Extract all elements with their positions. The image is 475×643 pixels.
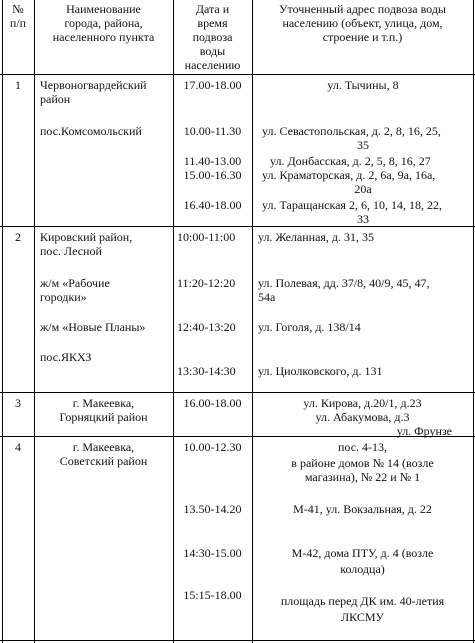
delivery-address: 20а	[354, 182, 372, 196]
table-border-left	[2, 0, 3, 643]
row-number: 1	[15, 78, 21, 92]
row-2-bottom-border	[0, 392, 475, 393]
table-border-right	[473, 0, 474, 643]
delivery-address: 35	[357, 138, 369, 152]
header-number-line: п/п	[9, 16, 27, 30]
delivery-address: в районе домов № 14 (возле	[291, 456, 434, 470]
delivery-address: ул. Тычины, 8	[327, 78, 399, 92]
header-time-line: населению	[184, 58, 241, 72]
header-number-line: №	[12, 2, 24, 16]
header-name-line: города, района,	[64, 16, 143, 30]
delivery-address: ул. Таращанская 2, 6, 10, 14, 18, 22,	[262, 198, 442, 212]
delivery-time: 10:00-11:00	[177, 230, 236, 244]
header-time-line: время	[197, 16, 228, 30]
delivery-address: ЛКСМУ	[340, 610, 384, 624]
place-name: ж/м «Новые Планы»	[40, 320, 146, 334]
place-name: городки»	[40, 290, 87, 304]
delivery-address: 54а	[258, 290, 276, 304]
delivery-time: 16.40-18.00	[183, 198, 242, 212]
header-address-line: населению (объект, улица, дом,	[282, 16, 443, 30]
delivery-time: 10.00-12.30	[183, 440, 242, 454]
place-name: ж/м «Рабочие	[40, 276, 110, 290]
row-number: 4	[15, 440, 21, 454]
delivery-time: 10.00-11.30	[183, 124, 242, 138]
place-name: г. Макеевка,	[72, 440, 135, 454]
column-divider-1	[34, 0, 35, 643]
delivery-address: 33	[357, 212, 369, 226]
delivery-address: ул. Циолковского, д. 131	[258, 364, 383, 378]
row-number: 2	[15, 230, 21, 244]
header-name-line: населенного пункта	[52, 30, 155, 44]
header-time-line: Дата и	[195, 2, 230, 16]
delivery-time: 16.00-18.00	[183, 396, 242, 410]
delivery-address: ул. Фрунзе	[396, 424, 452, 438]
delivery-time: 13.50-14.20	[183, 502, 242, 516]
delivery-time: 13:30-14:30	[177, 364, 236, 378]
delivery-address: ул. Кирова, д.20/1, д.23	[303, 396, 422, 410]
delivery-address: ул. Краматорская, д. 2, 6а, 9а, 16а,	[262, 168, 436, 182]
delivery-address: ул. Донбасская, д. 2, 5, 8, 16, 27	[270, 154, 431, 168]
place-name: Горняцкий район	[59, 410, 148, 424]
delivery-address: пос. 4-13,	[337, 440, 388, 454]
row-1-bottom-border	[0, 226, 475, 227]
place-name: район	[40, 92, 71, 106]
place-name: пос. Лесной	[40, 244, 102, 258]
header-time-line: подвоза	[192, 30, 233, 44]
row-number: 3	[15, 396, 21, 410]
delivery-time: 15:15-18.00	[183, 588, 242, 602]
place-name: Советский район	[59, 454, 148, 468]
delivery-time: 17.00-18.00	[183, 78, 242, 92]
delivery-address: ул. Гоголя, д. 138/14	[258, 320, 361, 334]
place-name: г. Макеевка,	[72, 396, 135, 410]
delivery-address: ул. Абакумова, д.3	[315, 410, 410, 424]
header-name-line: Наименование	[66, 2, 141, 16]
place-name: Червоногвардейский	[40, 78, 147, 92]
delivery-time: 12:40-13:20	[177, 320, 236, 334]
place-name: пос.Комсомольский	[40, 124, 142, 138]
delivery-address: площадь перед ДК им. 40-летия	[280, 594, 445, 608]
delivery-time: 11.40-13.00	[183, 154, 242, 168]
place-name: Кировский район,	[40, 230, 133, 244]
place-name: пос.ЯКХЗ	[40, 350, 92, 364]
delivery-address: колодца)	[340, 562, 385, 576]
header-address-line: строение и т.п.)	[322, 30, 403, 44]
table-bottom-border	[0, 640, 475, 641]
delivery-address: ул. Севастопольская, д. 2, 8, 16, 25,	[262, 124, 441, 138]
header-time-line: воды	[199, 44, 226, 58]
delivery-address: М-41, ул. Вокзальная, д. 22	[293, 502, 432, 516]
delivery-address: М-42, дома ПТУ, д. 4 (возле	[291, 546, 434, 560]
delivery-time: 15.00-16.30	[183, 168, 242, 182]
delivery-time: 11:20-12:20	[177, 276, 236, 290]
delivery-address: ул. Полевая, дд. 37/8, 40/9, 45, 47,	[258, 276, 430, 290]
header-bottom-border	[0, 74, 475, 75]
header-address-line: Уточненный адрес подвоза воды	[278, 2, 446, 16]
delivery-address: ул. Желанная, д. 31, 35	[258, 230, 375, 244]
delivery-address: магазина), № 22 и № 1	[304, 470, 421, 484]
delivery-time: 14:30-15.00	[183, 546, 242, 560]
